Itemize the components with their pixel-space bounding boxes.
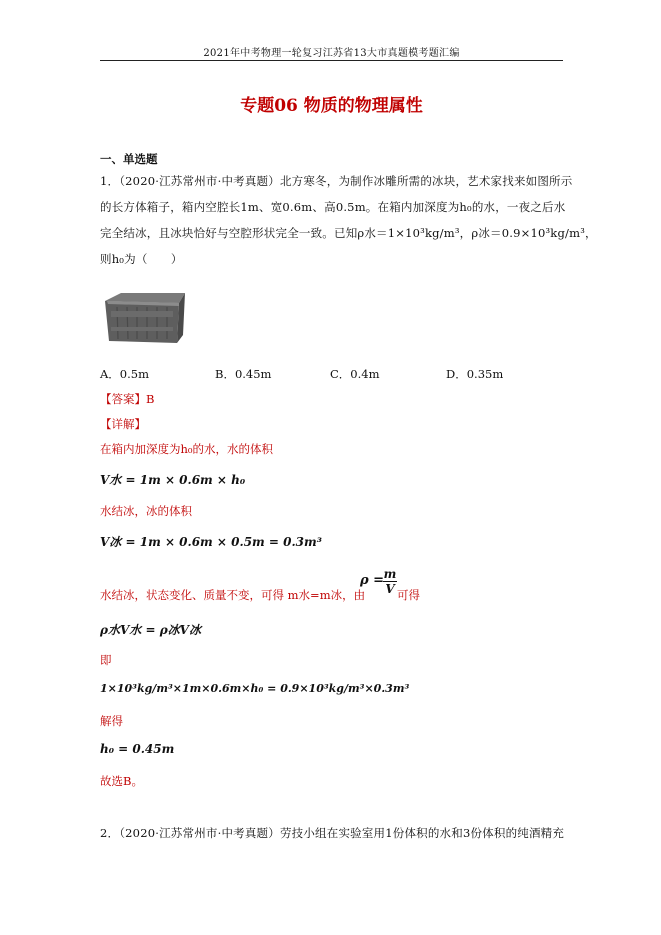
equation-mass-equal: ρ水V水 = ρ冰V冰 xyxy=(100,623,201,637)
formula-numerator: m xyxy=(383,567,397,581)
option-c: C．0.4m xyxy=(330,367,380,381)
step-1-text: 在箱内加深度为h₀的水，水的体积 xyxy=(100,442,274,456)
q1-line-1: 1．（2020·江苏常州市·中考真题）北方寒冬，为制作冰雕所需的冰块，艺术家找来如图所示 xyxy=(100,174,573,188)
header-divider xyxy=(100,60,563,61)
equation-result: h₀ = 0.45m xyxy=(100,742,175,756)
answer-label: 【答案】B xyxy=(100,392,155,406)
formula-denominator: V xyxy=(385,582,395,596)
step-3-suffix: 可得 xyxy=(397,588,420,602)
step-2-text: 水结冰，冰的体积 xyxy=(100,504,192,518)
q1-line-3: 完全结冰，且冰块恰好与空腔形状完全一致。已知ρ水＝1×10³kg/m³，ρ冰＝0.9×10³kg/m³， xyxy=(100,226,597,240)
page-title: 专题06 物质的物理属性 xyxy=(240,96,423,116)
option-b: B．0.45m xyxy=(215,367,272,381)
step-5-text: 解得 xyxy=(100,714,123,728)
section-heading: 一、单选题 xyxy=(100,152,158,166)
storage-box-image xyxy=(103,291,186,345)
detail-label: 【详解】 xyxy=(100,417,146,431)
equation-ice-volume: V冰 = 1m × 0.6m × 0.5m = 0.3m³ xyxy=(100,535,322,549)
option-d: D．0.35m xyxy=(446,367,504,381)
q2-line-1: 2．（2020·江苏常州市·中考真题）劳技小组在实验室用1份体积的水和3份体积的纯酒精充 xyxy=(100,826,565,840)
step-3-text: 水结冰，状态变化、质量不变，可得 m水=m冰，由 xyxy=(100,588,366,602)
q1-line-4: 则h₀为（ ） xyxy=(100,252,183,266)
q1-line-2: 的长方体箱子，箱内空腔长1m、宽0.6m、高0.5m。在箱内加深度为h₀的水，一夜之后水 xyxy=(100,200,566,214)
page-header: 2021年中考物理一轮复习江苏省13大市真题模考题汇编 xyxy=(203,48,460,59)
density-symbol: ρ = xyxy=(360,573,385,588)
conclusion-text: 故选B。 xyxy=(100,774,143,788)
equation-substituted: 1×10³kg/m³×1m×0.6m×h₀ = 0.9×10³kg/m³×0.3m³ xyxy=(100,682,410,695)
equation-water-volume: V水 = 1m × 0.6m × h₀ xyxy=(100,473,246,487)
option-a: A．0.5m xyxy=(100,367,149,381)
step-4-text: 即 xyxy=(100,653,112,667)
